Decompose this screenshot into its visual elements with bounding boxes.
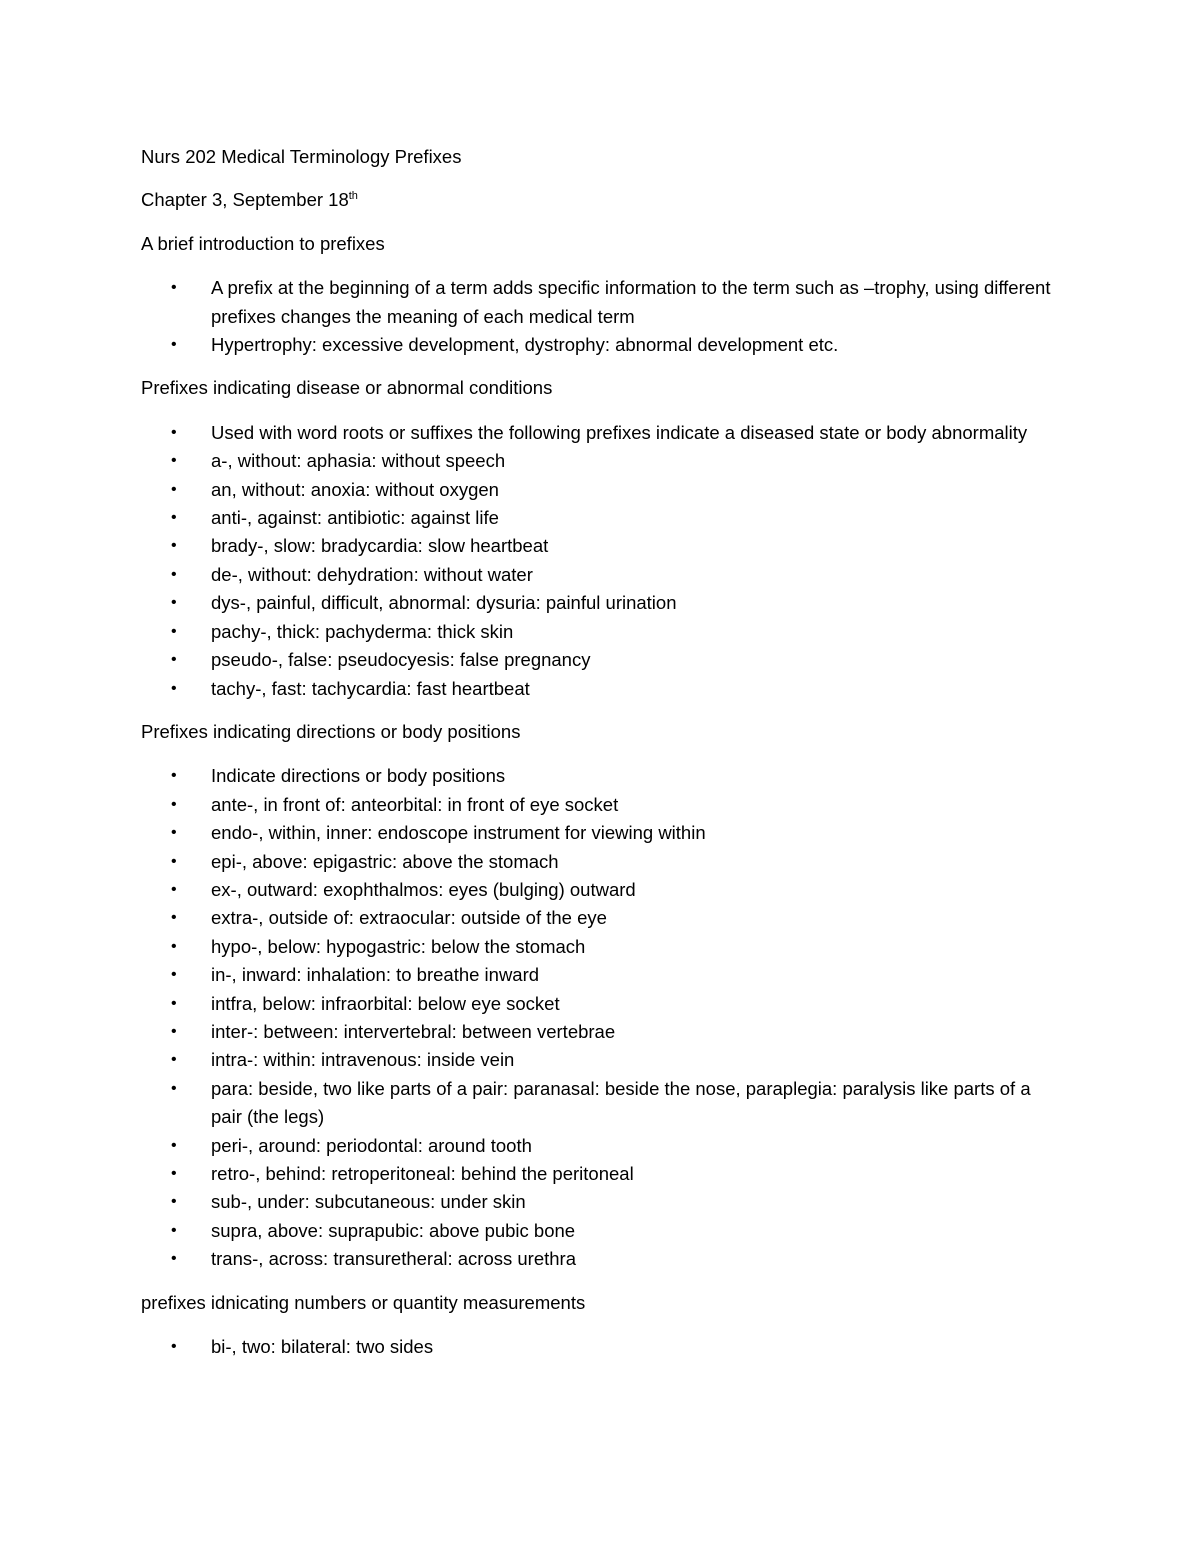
bullet-icon: • xyxy=(171,336,177,354)
document-body xyxy=(141,230,1061,1362)
bullet-icon: • xyxy=(171,909,177,927)
list-item-text: anti-, against: antibiotic: against life xyxy=(211,507,499,529)
list-item-text: pachy-, thick: pachyderma: thick skin xyxy=(211,620,514,642)
list-item xyxy=(141,1217,1061,1245)
list-item xyxy=(141,904,1061,932)
list-item-text: Indicate directions or body positions xyxy=(211,765,506,787)
list-item-text: de-, without: dehydration: without water xyxy=(211,563,533,585)
list-item xyxy=(141,419,1061,447)
list-item-text: endo-, within, inner: endoscope instrument for viewing within xyxy=(211,822,706,844)
list-item xyxy=(141,1333,1061,1361)
list-item-text: para: beside, two like parts of a pair: paranasal: beside the nose, paraplegia: paralysis like parts of a pair (the legs) xyxy=(211,1077,1031,1128)
list-item xyxy=(141,274,1061,331)
list-item-text: tachy-, fast: tachycardia: fast heartbeat xyxy=(211,677,530,699)
bullet-icon: • xyxy=(171,651,177,669)
list-item-text: dys-, painful, difficult, abnormal: dysuria: painful urination xyxy=(211,592,677,614)
bullet-list xyxy=(141,419,1061,703)
list-item xyxy=(141,618,1061,646)
list-item xyxy=(141,876,1061,904)
list-item xyxy=(141,1160,1061,1188)
list-item xyxy=(141,961,1061,989)
list-item xyxy=(141,1046,1061,1074)
bullet-list xyxy=(141,762,1061,1273)
list-item xyxy=(141,447,1061,475)
chapter-line xyxy=(141,186,1061,214)
list-item xyxy=(141,848,1061,876)
section-heading: A brief introduction to prefixes xyxy=(141,232,385,254)
section-heading: Prefixes indicating disease or abnormal conditions xyxy=(141,377,553,399)
list-item-text: pseudo-, false: pseudocyesis: false pregnancy xyxy=(211,649,591,671)
list-item-text: extra-, outside of: extraocular: outside of the eye xyxy=(211,907,607,929)
list-item-text: epi-, above: epigastric: above the stomach xyxy=(211,850,559,872)
list-item xyxy=(141,532,1061,560)
bullet-icon: • xyxy=(171,1022,177,1040)
list-item-text: intra-: within: intravenous: inside vein xyxy=(211,1049,515,1071)
list-item-text: trans-, across: transuretheral: across urethra xyxy=(211,1248,577,1270)
list-item-text: Hypertrophy: excessive development, dystrophy: abnormal development etc. xyxy=(211,334,839,356)
list-item-text: intfra, below: infraorbital: below eye socket xyxy=(211,992,560,1014)
list-item-text: brady-, slow: bradycardia: slow heartbeat xyxy=(211,535,549,557)
bullet-icon: • xyxy=(171,509,177,527)
list-item xyxy=(141,589,1061,617)
bullet-icon: • xyxy=(171,1338,177,1356)
list-item-text: Used with word roots or suffixes the following prefixes indicate a diseased state or body abnormality xyxy=(211,421,1028,443)
section-heading: prefixes idnicating numbers or quantity measurements xyxy=(141,1291,586,1313)
bullet-icon: • xyxy=(171,852,177,870)
list-item xyxy=(141,331,1061,359)
list-item-text: peri-, around: periodontal: around tooth xyxy=(211,1134,532,1156)
chapter-text: Chapter 3, September 18 xyxy=(141,189,349,211)
bullet-icon: • xyxy=(171,622,177,640)
document-title: Nurs 202 Medical Terminology Prefixes xyxy=(141,146,462,167)
bullet-icon: • xyxy=(171,565,177,583)
list-item-text: sub-, under: subcutaneous: under skin xyxy=(211,1191,526,1213)
bullet-icon: • xyxy=(171,994,177,1012)
list-item-text: inter-: between: intervertebral: between vertebrae xyxy=(211,1020,616,1042)
list-item xyxy=(141,933,1061,961)
list-item xyxy=(141,561,1061,589)
list-item-text: A prefix at the beginning of a term adds specific information to the term such as –trophy, using different prefixes changes the meaning of each medical term xyxy=(211,277,1051,327)
list-item xyxy=(141,1188,1061,1216)
list-item-text: retro-, behind: retroperitoneal: behind the peritoneal xyxy=(211,1163,634,1184)
section-heading: Prefixes indicating directions or body positions xyxy=(141,720,521,742)
bullet-icon: • xyxy=(171,966,177,984)
bullet-icon: • xyxy=(171,824,177,842)
document-page xyxy=(141,143,1061,1376)
bullet-icon: • xyxy=(171,1136,177,1154)
bullet-icon: • xyxy=(171,452,177,470)
list-item xyxy=(141,791,1061,819)
bullet-icon: • xyxy=(171,423,177,441)
list-item xyxy=(141,646,1061,674)
bullet-icon: • xyxy=(171,279,177,297)
bullet-icon: • xyxy=(171,767,177,785)
list-item-text: bi-, two: bilateral: two sides xyxy=(211,1336,434,1358)
list-item-text: a-, without: aphasia: without speech xyxy=(211,450,506,472)
list-item xyxy=(141,675,1061,703)
chapter-superscript: th xyxy=(348,190,358,203)
list-item-text: an, without: anoxia: without oxygen xyxy=(211,478,499,500)
list-item xyxy=(141,1245,1061,1273)
bullet-icon: • xyxy=(171,594,177,612)
bullet-icon: • xyxy=(171,937,177,955)
bullet-icon: • xyxy=(171,537,177,555)
list-item xyxy=(141,990,1061,1018)
list-item-text: supra, above: suprapubic: above pubic bone xyxy=(211,1219,576,1241)
list-item-text: ex-, outward: exophthalmos: eyes (bulging) outward xyxy=(211,878,636,900)
bullet-icon: • xyxy=(171,1193,177,1211)
list-item xyxy=(141,819,1061,847)
bullet-icon: • xyxy=(171,480,177,498)
bullet-list xyxy=(141,274,1061,359)
list-item xyxy=(141,1018,1061,1046)
bullet-icon: • xyxy=(171,1079,177,1097)
list-item-text: hypo-, below: hypogastric: below the stomach xyxy=(211,935,586,957)
list-item-text: ante-, in front of: anteorbital: in front of eye socket xyxy=(211,793,619,815)
bullet-icon: • xyxy=(171,795,177,813)
bullet-icon: • xyxy=(171,1165,177,1182)
list-item xyxy=(141,762,1061,790)
bullet-icon: • xyxy=(171,1221,177,1239)
list-item-text: in-, inward: inhalation: to breathe inward xyxy=(211,964,540,986)
bullet-icon: • xyxy=(171,679,177,697)
bullet-icon: • xyxy=(171,1250,177,1268)
bullet-list xyxy=(141,1333,1061,1361)
list-item xyxy=(141,1132,1061,1160)
list-item xyxy=(141,504,1061,532)
bullet-icon: • xyxy=(171,1051,177,1069)
list-item xyxy=(141,476,1061,504)
bullet-icon: • xyxy=(171,880,177,898)
list-item xyxy=(141,1075,1061,1132)
